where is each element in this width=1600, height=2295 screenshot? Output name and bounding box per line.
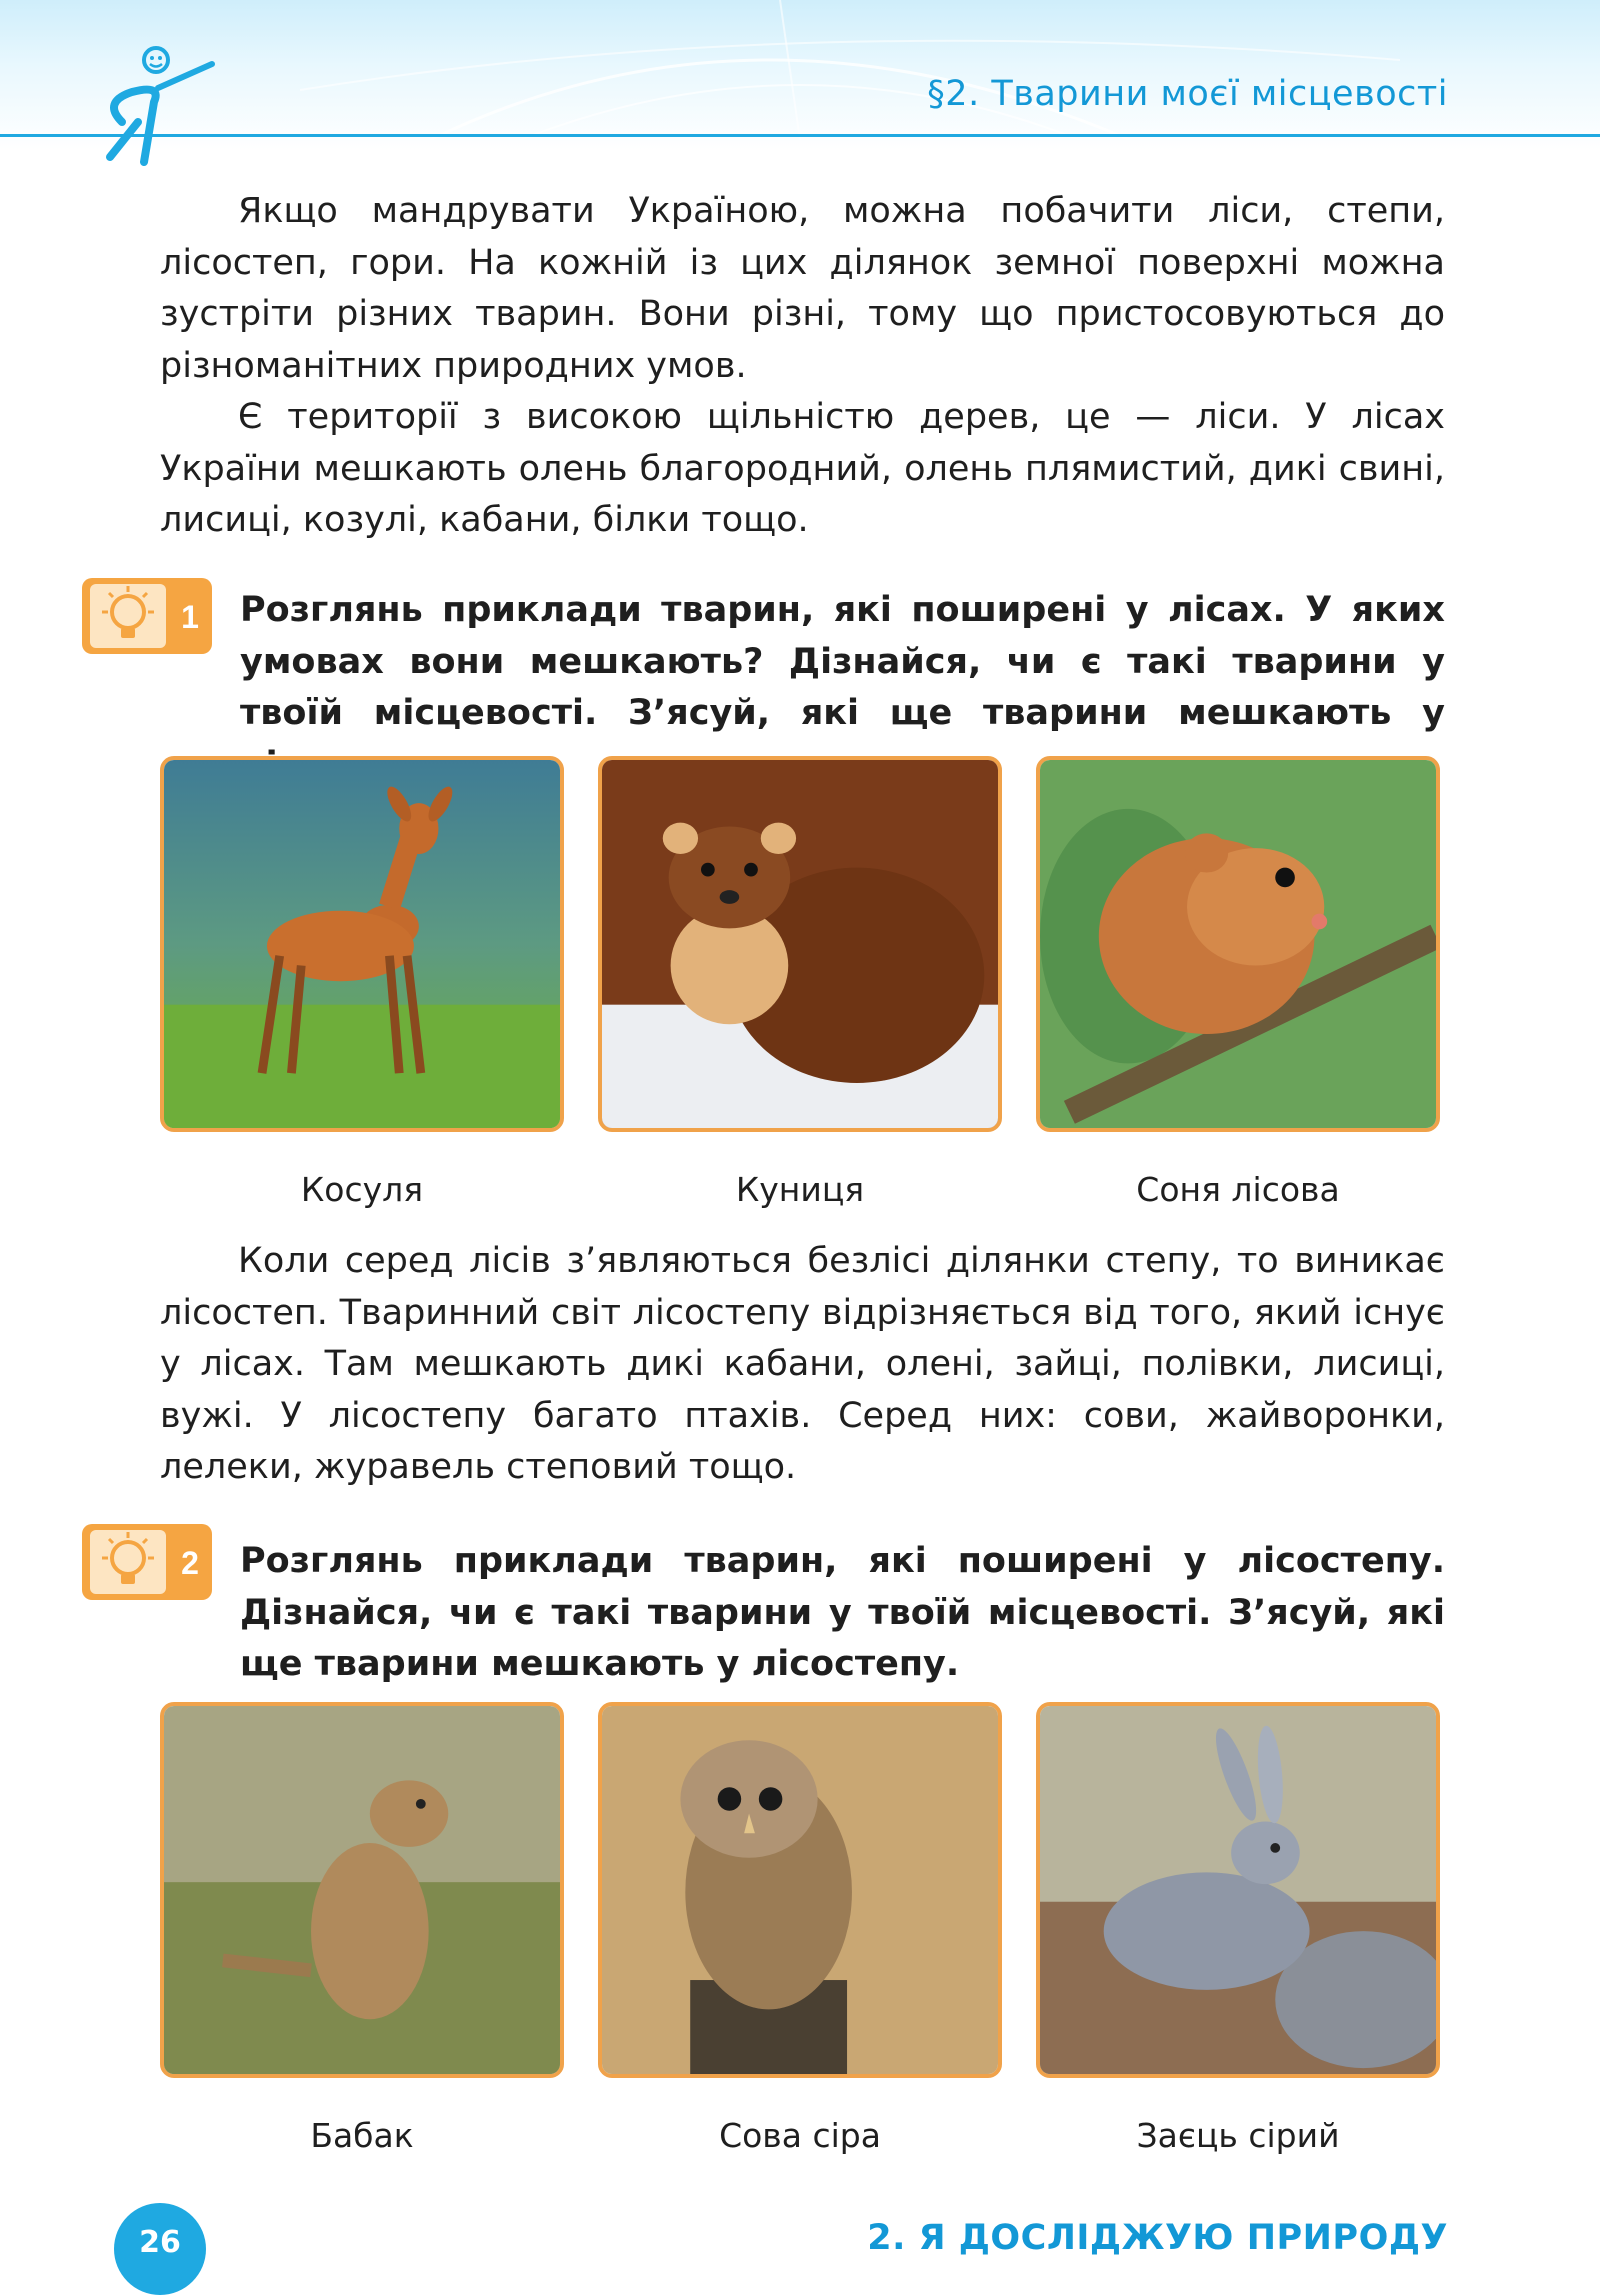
caption-hare: Заєць сірий [1136,2116,1340,2155]
task-2-text: Розглянь приклади тварин, які поширені у лісостепу. Дізнайся, чи є такі тварини у твоїй місцевості. З’ясуй, які ще тварини мешкають у лісостепу. [240,1541,1445,1684]
photo-marten [598,756,1002,1132]
intro-paragraph-1: Якщо мандрувати Україною, можна побачити ліси, степи, лісостеп, гори. На кожній із цих ділянок земної поверхні можна зустріти різних тварин. Вони різні, тому що пристосовуються до різноманітних природних умов. [160,191,1445,386]
photo-roe-deer [160,756,564,1132]
chapter-title: 2. Я ДОСЛІДЖУЮ ПРИРОДУ [867,2218,1448,2258]
caption-roe-deer: Косуля [300,1170,424,1209]
task-1-text: Розглянь приклади тварин, які поширені у лісах. У яких умовах вони мешкають? Дізнайся, чи є такі тварини у твоїй місцевості. З’ясуй, які ще тварини мешкають у [240,590,1445,733]
intro-text [160,186,1445,547]
caption-marten: Куниця [735,1170,865,1209]
section-title: §2. Тварини моєї місцевості [927,74,1448,114]
page-number: 26 [114,2203,206,2295]
task-1-lightbulb-icon [80,576,214,656]
header-rule [0,134,1600,137]
ya-logo-icon [92,42,232,172]
header-globe-decoration [0,0,1600,140]
photo-marmot [160,1702,564,2078]
task-2-number: 2 [181,1545,199,1581]
middle-paragraph: Коли серед лісів з’являються безлісі ділянки степу, то виникає лісостеп. Тваринний світ лісостепу відрізняється від того, який існує у лісах. Там мешкають дикі кабани, олені, зайці, полівки, лисиці, вужі. У лісостепу багато птахів. Серед них: сови, жайворонки, лелеки, журавель степовий тощо. [160,1241,1445,1487]
caption-tawny-owl: Сова сіра [719,2116,881,2155]
photo-dormouse [1036,756,1440,1132]
intro-paragraph-2: Є території з високою щільністю дерев, це — ліси. У лісах України мешкають олень благородний, олень плямистий, дикі свині, лисиці, козулі, кабани, білки тощо. [160,397,1445,540]
photo-hare [1036,1702,1440,2078]
photo-tawny-owl [598,1702,1002,2078]
caption-dormouse: Соня лісова [1136,1170,1340,1209]
task-1-number: 1 [181,599,199,635]
middle-text [160,1236,1445,1494]
task-2-lightbulb-icon [80,1522,214,1602]
caption-marmot: Бабак [310,2116,414,2155]
